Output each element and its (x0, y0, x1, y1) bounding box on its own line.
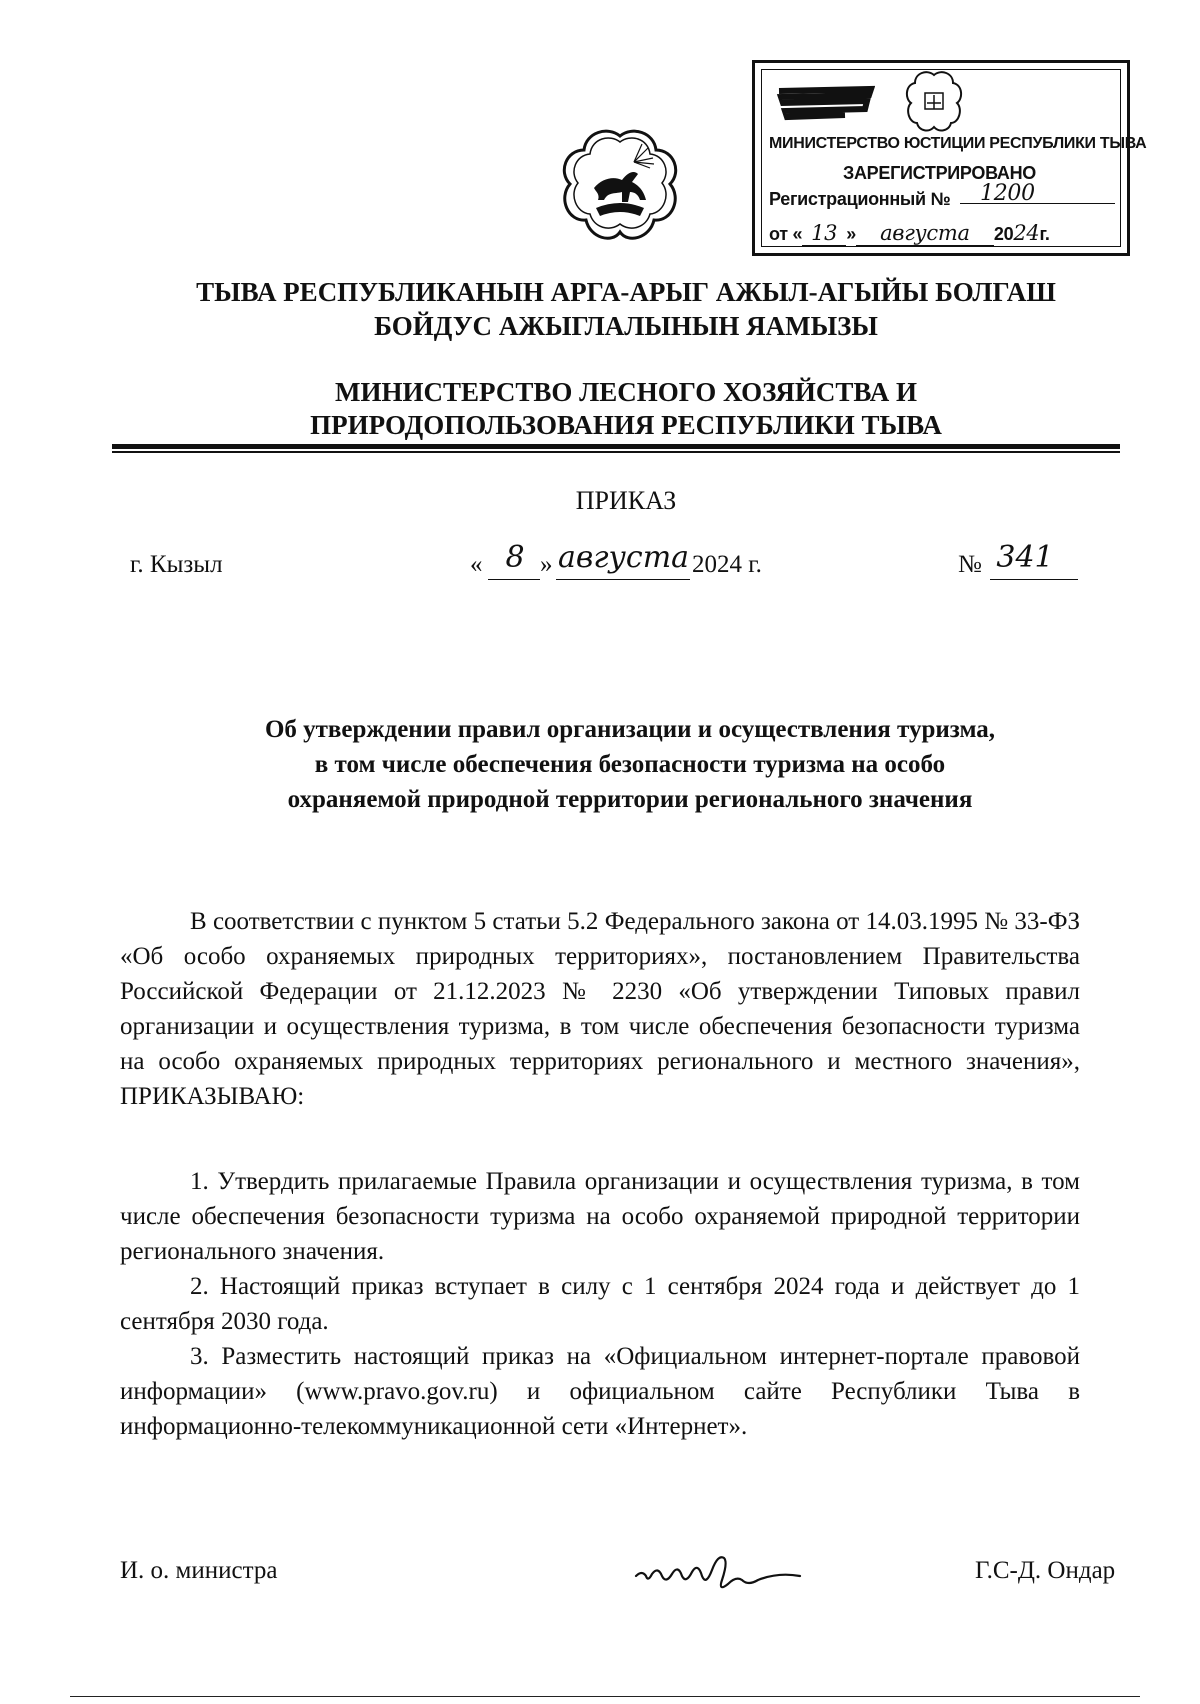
stamp-reg-label: Регистрационный № (769, 189, 951, 209)
order-item-3 (120, 1339, 1080, 1444)
stamp-day: 13 (802, 221, 846, 246)
stamp-registered: ЗАРЕГИСТРИРОВАНО (843, 163, 1036, 183)
stamp-date-line (769, 221, 1050, 246)
header-ministry-line-2: ПРИРОДОПОЛЬЗОВАНИЯ РЕСПУБЛИКИ ТЫВА (310, 410, 942, 440)
stamp-from-label: от « (769, 224, 803, 244)
redacted-scribble (775, 81, 875, 121)
order-number: 341 (996, 540, 1054, 575)
signer-title: И. о. министра (120, 1557, 278, 1584)
header-divider (112, 444, 1120, 449)
item-3-text: 3. Разместить настоящий приказ на «Официальном интернет-портале правовой информации» (www.pravo.gov.ru) и официальном сайте Республики Тыва в информационно-телекоммуникационной сети «Интернет». (120, 1343, 1080, 1440)
date-close-quote: » (540, 551, 553, 578)
order-day: 8 (505, 540, 525, 575)
header-ministry-line-1: МИНИСТЕРСТВО ЛЕСНОГО ХОЗЯЙСТВА И (335, 377, 917, 407)
item-1-text: 1. Утвердить прилагаемые Правила организации и осуществления туризма, в том числе обеспечения безопасности туризма на особо охраняемой природной территории регионального значения. (120, 1168, 1080, 1265)
stamp-month: августа (856, 221, 994, 246)
item-2-text: 2. Настоящий приказ вступает в силу с 1 сентября 2024 года и действует до 1 сентября 2030 года. (120, 1273, 1080, 1335)
subject-line-2: в том числе обеспечения безопасности туризма на особо (314, 751, 946, 778)
stamp-year-suffix: 24 (1013, 221, 1040, 245)
stamp-year-prefix: 20 (993, 224, 1014, 244)
order-number-label: № (958, 551, 982, 578)
order-year: 2024 г. (692, 551, 762, 578)
order-item-1 (120, 1164, 1080, 1269)
date-open-quote: « (470, 551, 483, 578)
tuva-emblem-icon (558, 128, 682, 244)
handwritten-signature (628, 1540, 808, 1610)
order-month: августа (558, 540, 690, 575)
stamp-reg-number: 1200 (980, 181, 1035, 206)
tuva-emblem-icon (905, 69, 963, 133)
stamp-year-end: г. (1039, 224, 1050, 244)
signer-name: Г.С-Д. Ондар (975, 1557, 1116, 1584)
subject-line-1: Об утверждении правил организации и осуществления туризма, (264, 716, 996, 743)
header-divider-thin (112, 451, 1120, 453)
order-item-2 (120, 1269, 1080, 1339)
header-tuvan-line-2: БОЙДУС АЖЫГЛАЛЫНЫН ЯАМЫЗЫ (374, 311, 878, 341)
order-title: ПРИКАЗ (575, 486, 677, 515)
header-tuvan-line-1: ТЫВА РЕСПУБЛИКАНЫН АРГА-АРЫГ АЖЫЛ-АГЫЙЫ БОЛГАШ (196, 277, 1056, 307)
stamp-ministry: МИНИСТЕРСТВО ЮСТИЦИИ РЕСПУБЛИКИ ТЫВА (769, 135, 1147, 152)
order-city: г. Кызыл (130, 551, 223, 578)
preamble-paragraph (120, 904, 1080, 1114)
order-subject (180, 712, 1080, 817)
page-bottom-edge (70, 1696, 1140, 1697)
subject-line-3: охраняемой природной территории регионального значения (287, 786, 973, 813)
stamp-from-mid: » (846, 224, 856, 244)
registration-stamp (752, 60, 1147, 256)
preamble-text: В соответствии с пунктом 5 статьи 5.2 Федерального закона от 14.03.1995 № 33-ФЗ «Об особо охраняемых природных территориях», постановлением Правительства Российской Федерации от 21.12.2023 № 2230 «Об утверждении Типовых правил организации и осуществления туризма, в том числе обеспечения безопасности туризма на особо охраняемых природных территориях регионального и местного значения», ПРИКАЗЫВАЮ: (120, 908, 1080, 1110)
